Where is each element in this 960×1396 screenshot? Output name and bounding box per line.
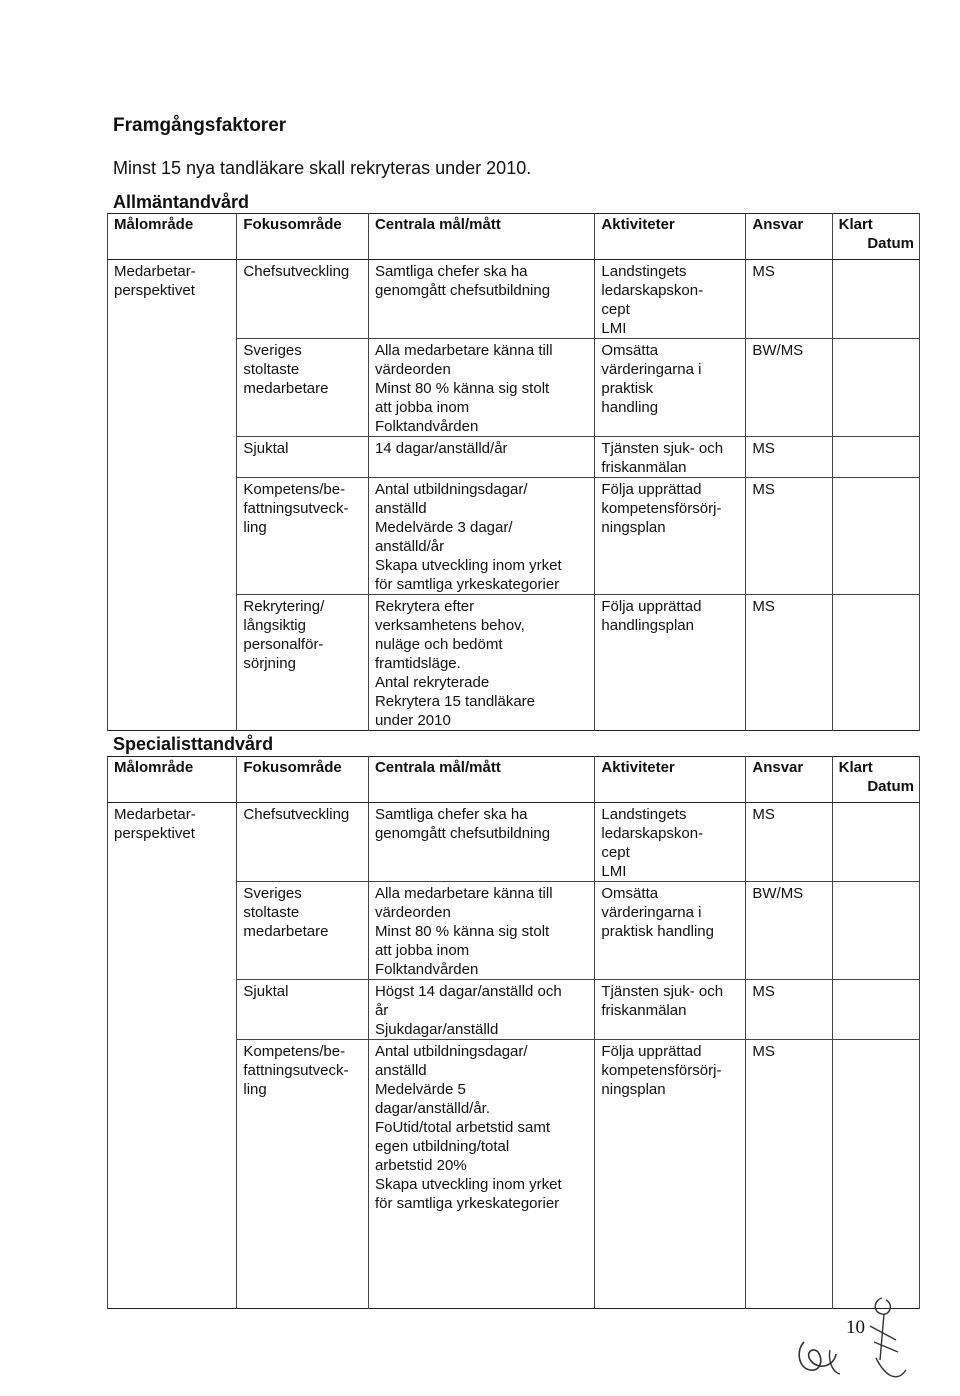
cell-activities [595,980,746,1040]
cell-done-date [832,980,919,1040]
cell-focus [237,595,369,731]
goals-text-line: framtidsläge. [374,655,461,672]
goals-text-line: Alla medarbetare känna till [374,885,553,902]
cell-activities [595,882,746,980]
focus-text-line: stoltaste [243,904,300,921]
focus-text-line: stoltaste [243,361,300,378]
focus-text-line: medarbetare [243,923,329,940]
goals-text [375,884,589,979]
header-ansvar: Ansvar [746,214,832,260]
table-body [108,803,920,1309]
goals-text-line: under 2010 [374,712,451,729]
activities-text-line: ledarskapskon- [601,825,704,842]
table-header-row [108,757,920,803]
cell-perspective [108,1040,237,1214]
cell-done-date [832,803,919,882]
page-heading: Framgångsfaktorer [113,115,287,136]
activities-text [601,341,740,417]
activities-text-line: kompetensförsörj- [601,500,722,517]
activities-text [601,1042,740,1099]
section-title-allmantandvard: Allmäntandvård [113,192,250,212]
focus-text [243,480,363,537]
cell-owner: MS [746,803,832,882]
cell-goals [368,1040,594,1214]
cell-focus [237,339,369,437]
goals-text-line: Medelvärde 3 dagar/ [374,519,513,536]
handwritten-initials-signature [790,1290,910,1390]
focus-text-line: ling [243,519,267,536]
goals-text [375,262,589,300]
cell-activities [595,339,746,437]
activities-text-line: värderingarna i [601,904,702,921]
activities-text-line: LMI [601,863,627,880]
cell-focus [237,437,369,478]
cell-perspective [108,882,237,980]
goals-text-line: Antal rekryterade [374,674,490,691]
focus-text [243,982,363,1001]
goals-text-line: genomgått chefsutbildning [374,825,551,842]
goals-text-line: Skapa utveckling inom yrket [374,557,562,574]
perspective-text-line: perspektivet [114,282,195,299]
focus-text-line: Kompetens/be- [243,481,346,498]
cell-activities [595,260,746,339]
focus-text-line: Sjuktal [243,440,289,457]
activities-text [601,884,740,941]
goals-text-line: anställd/år [374,538,445,555]
activities-text-line: praktisk handling [601,923,714,940]
goals-text-line: Minst 80 % känna sig stolt [374,380,550,397]
goals-text-line: Medelvärde 5 [374,1081,466,1098]
cell-goals [368,882,594,980]
header-centrala-mal: Centrala mål/mått [368,757,594,803]
goals-text-line: Högst 14 dagar/anställd och [374,983,562,1000]
cell-focus [237,478,369,595]
cell-owner: BW/MS [746,339,832,437]
cell-owner: MS [746,437,832,478]
goals-text [375,1042,589,1213]
cell-goals [368,437,594,478]
goals-text-line: värdeorden [374,361,451,378]
goals-text-line: FoUtid/total arbetstid samt [374,1119,551,1136]
goals-text-line: Skapa utveckling inom yrket [374,1176,562,1193]
cell-done-date [832,437,919,478]
goals-text-line: Rekrytera 15 tandläkare [374,693,536,710]
page-number: 10 [846,1317,865,1338]
focus-text-line: ling [243,1081,267,1098]
table-row [108,260,920,339]
header-ansvar: Ansvar [746,757,832,803]
cell-perspective [108,437,237,478]
cell-activities [595,437,746,478]
header-aktiviteter: Aktiviteter [595,757,746,803]
cell-done-date [832,478,919,595]
goals-text-line: för samtliga yrkeskategorier [374,1195,560,1212]
cell-perspective [108,803,237,882]
perspective-text [114,262,231,300]
goals-text [375,597,589,730]
table-row [108,339,920,437]
cell-activities [595,595,746,731]
goals-text-line: anställd [374,1062,427,1079]
cell-perspective [108,980,237,1040]
activities-text [601,982,740,1020]
cell-focus [237,882,369,980]
cell-owner: MS [746,260,832,339]
header-datum: Datum [867,235,914,252]
header-malomrade: Målområde [108,214,237,260]
goals-text-line: att jobba inom [374,942,470,959]
table-row [108,803,920,882]
cell-goals [368,339,594,437]
cell-done-date [832,1040,919,1214]
cell-goals [368,478,594,595]
focus-text-line: Sveriges [243,885,302,902]
goals-text-line: arbetstid 20% [374,1157,467,1174]
activities-text [601,597,740,635]
goals-text-line: Samtliga chefer ska ha [374,263,528,280]
cell-owner: BW/MS [746,882,832,980]
cell-goals [368,803,594,882]
goals-text-line: att jobba inom [374,399,470,416]
activities-text-line: Följa upprättad [601,1043,702,1060]
activities-text-line: Följa upprättad [601,481,702,498]
goals-text-line: egen utbildning/total [374,1138,510,1155]
focus-text [243,884,363,941]
empty-cell [237,1213,369,1308]
focus-text-line: fattningsutveck- [243,1062,349,1079]
cell-perspective [108,339,237,437]
activities-text-line: praktisk [601,380,654,397]
goals-text-line: dagar/anställd/år. [374,1100,491,1117]
cell-done-date [832,260,919,339]
focus-text-line: Chefsutveckling [243,263,350,280]
cell-activities [595,803,746,882]
cell-activities [595,1040,746,1214]
table-row [108,1040,920,1214]
focus-text [243,439,363,458]
table-row [108,437,920,478]
perspective-text-line: Medarbetar- [114,263,196,280]
activities-text-line: ningsplan [601,1081,666,1098]
focus-text [243,805,363,824]
header-aktiviteter: Aktiviteter [595,214,746,260]
goals-text-line: Rekrytera efter [374,598,475,615]
cell-perspective [108,260,237,339]
cell-done-date [832,882,919,980]
perspective-text [114,805,231,843]
activities-text-line: värderingarna i [601,361,702,378]
section-title-specialisttandvard: Specialisttandvård [113,734,274,754]
focus-text-line: Kompetens/be- [243,1043,346,1060]
cell-owner: MS [746,1040,832,1214]
empty-cell [108,1213,237,1308]
focus-text-line: medarbetare [243,380,329,397]
activities-text-line: friskanmälan [601,459,687,476]
activities-text-line: Landstingets [601,263,687,280]
goals-text [375,439,589,458]
activities-text-line: cept [601,844,630,861]
goals-text [375,341,589,436]
goals-text [375,480,589,594]
table-row [108,980,920,1040]
header-fokusomrade: Fokusområde [237,214,369,260]
cell-focus [237,1040,369,1214]
goals-text [375,982,589,1039]
focus-text [243,1042,363,1099]
header-malomrade: Målområde [108,757,237,803]
goals-text-line: för samtliga yrkeskategorier [374,576,560,593]
activities-text-line: cept [601,301,630,318]
header-datum: Datum [867,778,914,795]
focus-text [243,341,363,398]
cell-owner: MS [746,478,832,595]
focus-text-line: Sveriges [243,342,302,359]
plan-table-allmantandvard [107,213,920,731]
focus-text-line: Sjuktal [243,983,289,1000]
cell-owner: MS [746,595,832,731]
header-fokusomrade: Fokusområde [237,757,369,803]
table-body [108,260,920,731]
activities-text-line: friskanmälan [601,1002,687,1019]
focus-text-line: fattningsutveck- [243,500,349,517]
empty-cell [368,1213,594,1308]
activities-text-line: handlingsplan [601,617,694,634]
goals-text-line: 14 dagar/anställd/år [374,440,508,457]
activities-text-line: Landstingets [601,806,687,823]
cell-perspective [108,478,237,595]
activities-text [601,262,740,338]
goals-text-line: Minst 80 % känna sig stolt [374,923,550,940]
activities-text-line: Tjänsten sjuk- och [601,440,724,457]
empty-cell [595,1213,746,1308]
activities-text-line: kompetensförsörj- [601,1062,722,1079]
focus-text-line: Rekrytering/ [243,598,325,615]
perspective-text-line: perspektivet [114,825,195,842]
activities-text [601,480,740,537]
table-header-row [108,214,920,260]
activities-text-line: Omsätta [601,885,659,902]
table-row [108,882,920,980]
activities-text-line: LMI [601,320,627,337]
header-centrala-mal: Centrala mål/mått [368,214,594,260]
header-klart: Klart [838,216,873,233]
goals-text-line: Samtliga chefer ska ha [374,806,528,823]
goals-text-line: värdeorden [374,904,451,921]
activities-text-line: Tjänsten sjuk- och [601,983,724,1000]
focus-text-line: sörjning [243,655,296,672]
table-row [108,595,920,731]
activities-text-line: Följa upprättad [601,598,702,615]
goals-text-line: år [374,1002,389,1019]
goals-text-line: Antal utbildningsdagar/ [374,481,528,498]
header-klart: Klart [838,759,873,776]
cell-owner: MS [746,980,832,1040]
goals-text [375,805,589,843]
activities-text-line: handling [601,399,659,416]
cell-focus [237,260,369,339]
goals-text-line: Folktandvården [374,418,479,435]
focus-text-line: långsiktig [243,617,306,634]
cell-focus [237,980,369,1040]
cell-focus [237,803,369,882]
cell-done-date [832,595,919,731]
activities-text [601,805,740,881]
intro-text: Minst 15 nya tandläkare skall rekryteras under 2010. [113,158,532,178]
focus-text [243,597,363,673]
goals-text-line: verksamhetens behov, [374,617,525,634]
activities-text-line: ledarskapskon- [601,282,704,299]
cell-activities [595,478,746,595]
goals-text-line: anställd [374,500,427,517]
goals-text-line: Antal utbildningsdagar/ [374,1043,528,1060]
header-klart-datum [832,757,919,803]
activities-text-line: ningsplan [601,519,666,536]
goals-text-line: Sjukdagar/anställd [374,1021,499,1038]
focus-text [243,262,363,281]
table-row [108,478,920,595]
goals-text-line: genomgått chefsutbildning [374,282,551,299]
activities-text-line: Omsätta [601,342,659,359]
cell-goals [368,595,594,731]
activities-text [601,439,740,477]
header-klart-datum [832,214,919,260]
perspective-text-line: Medarbetar- [114,806,196,823]
focus-text-line: Chefsutveckling [243,806,350,823]
plan-table-specialisttandvard [107,756,920,1309]
cell-done-date [832,339,919,437]
goals-text-line: Folktandvården [374,961,479,978]
focus-text-line: personalför- [243,636,324,653]
cell-goals [368,260,594,339]
cell-goals [368,980,594,1040]
cell-perspective [108,595,237,731]
goals-text-line: Alla medarbetare känna till [374,342,553,359]
goals-text-line: nuläge och bedömt [374,636,503,653]
